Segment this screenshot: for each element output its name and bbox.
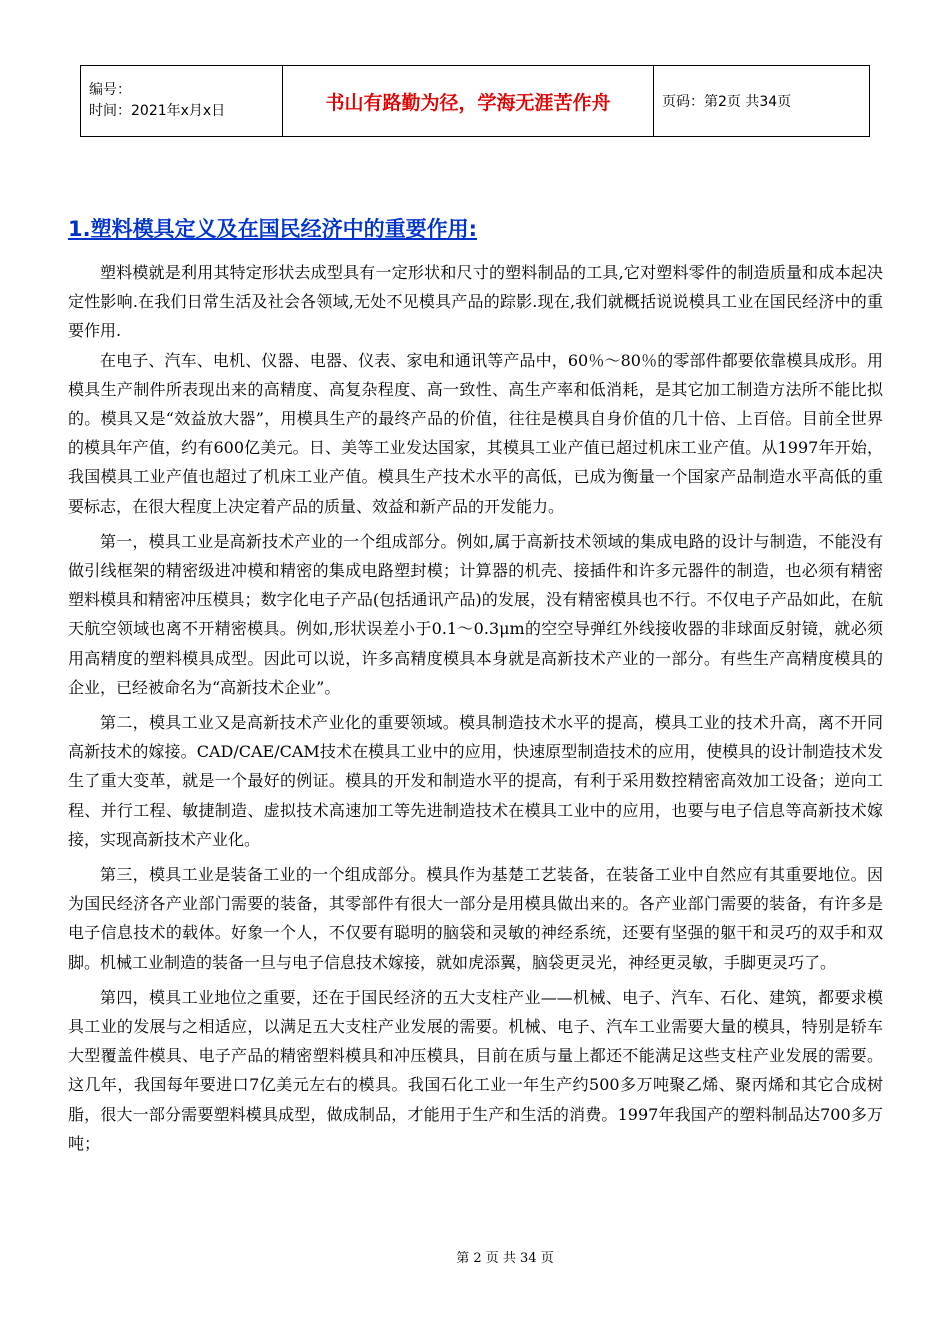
page-footer	[0, 1247, 950, 1266]
document-time: 时间：2021年x月x日	[89, 103, 226, 119]
paragraph: 塑料模就是利用其特定形状去成型具有一定形状和尺寸的塑料制品的工具,它对塑料零件的制造质量和成本起决定性影响.在我们日常生活及社会各领域,无处不见模具产品的踪影.现在,我们就概括说说模具工业在国民经济中的重要作用.	[68, 263, 883, 341]
footer-page-number: 第 2 页 共 34 页	[456, 1251, 554, 1266]
paragraph: 第二，模具工业又是高新技术产业化的重要领域。模具制造技术水平的提高，模具工业的技术升高，离不开同高新技术的嫁接。CAD/CAE/CAM技术在模具工业中的应用，快速原型制造技术的应用，使模具的设计制造技术发生了重大变革，就是一个最好的例证。模具的开发和制造水平的提高，有利于采用数控精密高效加工设备；逆向工程、并行工程、敏捷制造、虚拟技术高速加工等先进制造技术在模具工业中的应用，也要与电子信息等高新技术嫁接，实现高新技术产业化。	[68, 713, 883, 849]
document-header	[80, 65, 870, 137]
header-page-number: 页码：第2页 共34页	[654, 66, 870, 137]
section-heading: 1.塑料模具定义及在国民经济中的重要作用:	[68, 217, 477, 241]
header-meta-cell	[81, 66, 283, 137]
paragraph: 第四，模具工业地位之重要，还在于国民经济的五大支柱产业——机械、电子、汽车、石化、建筑，都要求模具工业的发展与之相适应，以满足五大支柱产业发展的需要。机械、电子、汽车工业需要大量的模具，特别是轿车大型覆盖件模具、电子产品的精密塑料模具和冲压模具，目前在质与量上都还不能满足这些支柱产业发展的需要。这几年，我国每年要进口7亿美元左右的模具。我国石化工业一年生产约500多万吨聚乙烯、聚丙烯和其它合成树脂，很大一部分需要塑料模具成型，做成制品，才能用于生产和生活的消费。1997年我国产的塑料制品达700多万吨；	[68, 987, 883, 1153]
header-motto: 书山有路勤为径，学海无涯苦作舟	[283, 66, 654, 137]
document-number: 编号：	[89, 82, 131, 98]
paragraph: 在电子、汽车、电机、仪器、电器、仪表、家电和通讯等产品中，60％～80％的零部件都要依靠模具成形。用模具生产制件所表现出来的高精度、高复杂程度、高一致性、高生产率和低消耗，是其它加工制造方法所不能比拟的。模具又是“效益放大器”，用模具生产的最终产品的价值，往往是模具自身价值的几十倍、上百倍。目前全世界的模具年产值，约有600亿美元。日、美等工业发达国家，其模具工业产值已超过机床工业产值。从1997年开始，我国模具工业产值也超过了机床工业产值。模具生产技术水平的高低，已成为衡量一个国家产品制造水平高低的重要标志，在很大程度上决定着产品的质量、效益和新产品的开发能力。	[68, 350, 883, 516]
paragraph: 第三，模具工业是装备工业的一个组成部分。模具作为基楚工艺装备，在装备工业中自然应有其重要地位。因为国民经济各产业部门需要的装备，其零部件有很大一部分是用模具做出来的。各产业部门需要的装备，有许多是电子信息技术的载体。好象一个人，不仅要有聪明的脑袋和灵敏的神经系统，还要有坚强的躯干和灵巧的双手和双脚。机械工业制造的装备一旦与电子信息技术嫁接，就如虎添翼，脑袋更灵光，神经更灵敏，手脚更灵巧了。	[68, 865, 883, 972]
paragraph: 第一，模具工业是高新技术产业的一个组成部分。例如,属于高新技术领域的集成电路的设计与制造，不能没有做引线框架的精密级进冲模和精密的集成电路塑封模；计算器的机壳、接插件和许多元器件的制造，也必须有精密塑料模具和精密冲压模具；数字化电子产品(包括通讯产品)的发展，没有精密模具也不行。不仅电子产品如此，在航天航空领域也离不开精密模具。例如,形状误差小于0.1～0.3μm的空空导弹红外线接收器的非球面反射镜，就必须用高精度的塑料模具成型。因此可以说，许多高精度模具本身就是高新技术产业的一部分。有些生产高精度模具的企业，已经被命名为“高新技术企业”。	[68, 531, 883, 697]
document-body	[68, 258, 883, 1158]
